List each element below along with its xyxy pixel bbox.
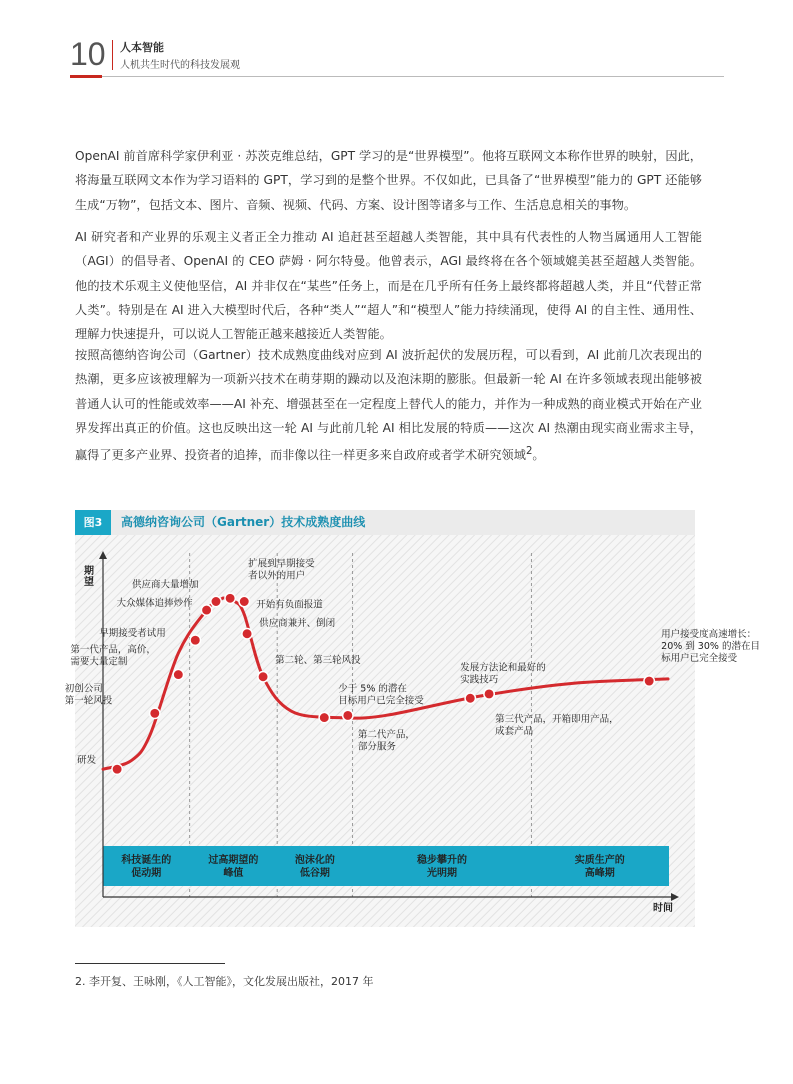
header-accent: [70, 75, 102, 78]
figure-tag: 图3: [75, 510, 111, 535]
phase-label-line: 泡沫化的: [294, 855, 335, 866]
milestone-point: [239, 596, 249, 606]
milestone-label: [275, 654, 361, 666]
milestone-label-line: 部分服务: [357, 741, 396, 753]
milestone-point: [190, 635, 200, 645]
page-header: [70, 36, 720, 76]
milestone-label-line: 开始有负面报道: [256, 599, 323, 611]
book-title: 人本智能: [120, 41, 164, 54]
phase-label-line: 科技诞生的: [121, 855, 172, 866]
milestone-point: [242, 629, 252, 639]
milestone-label: [117, 597, 194, 609]
milestone-label-line: 第一代产品，高价，: [70, 644, 156, 656]
paragraph-1: OpenAI 前首席科学家伊利亚 · 苏茨克维总结，GPT 学习的是“世界模型”。他将互联网文本称作世界的映射，因此，将海量互联网文本作为学习语料的 GPT，学习到的是整个世界。不仅如此，已具备了“世界模型”能力的 GPT 还能够生成“万物”，包括文本、图片、音频、视频、代码、方案、设计图等诸多与工作、生活息息相关的事物。: [75, 149, 702, 212]
milestone-point: [150, 708, 160, 718]
milestone-label: [77, 754, 97, 766]
milestone-label-line: 第三代产品，开箱即用产品，: [495, 713, 619, 725]
milestone-label-line: 实践技巧: [460, 674, 499, 686]
x-axis-label: 时间: [653, 903, 673, 914]
figure-title: 高德纳咨询公司（Gartner）技术成熟度曲线: [121, 515, 366, 529]
milestone-label-line: 20% 到 30% 的潜在目: [661, 641, 760, 653]
phase-label-line: 稳步攀升的: [417, 855, 467, 866]
milestone-label-line: 初创公司: [64, 683, 103, 695]
milestone-point: [225, 593, 235, 603]
milestone-label: [256, 599, 323, 611]
milestone-label-line: 第二轮、第三轮风投: [275, 654, 361, 666]
phase-label-line: 实质生产的: [574, 855, 625, 866]
milestone-point: [343, 710, 353, 720]
milestone-label-line: 第二代产品，: [357, 729, 415, 741]
footnote-rule: [75, 963, 225, 964]
milestone-label-line: 早期接受者试用: [99, 628, 166, 640]
milestone-point: [211, 596, 221, 606]
milestone-label-line: 扩展到早期接受: [248, 558, 315, 570]
page-number: 10: [70, 36, 106, 72]
milestone-point: [258, 672, 268, 682]
milestone-label-line: 供应商大量增加: [132, 579, 199, 591]
milestone-point: [644, 676, 654, 686]
paragraph-2: AI 研究者和产业界的乐观主义者正全力推动 AI 追赶甚至超越人类智能，其中具有代表性的人物当属通用人工智能（AGI）的倡导者、OpenAI 的 CEO 萨姆 · 阿尔特曼。他曾表示，AGI 最终将在各个领域媲美甚至超越人类智能。他的技术乐观主义使他坚信，AI 并非仅在“某些”任务上，而是在几乎所有任务上最终都将超越人类，并且“代替正常人类”。特别是在 AI 进入大模型时代后，各种“类人”“超人”和“模型人”能力持续涌现，使得 AI 的自主性、通用性、理解力快速提升，可以说人工智能正越来越接近人类智能。: [75, 230, 702, 342]
phase-label-line: 高峰期: [584, 868, 615, 879]
milestone-point: [173, 669, 183, 679]
milestone-label-line: 标用户已完全接受: [661, 653, 738, 665]
paragraph-3-text: 按照高德纳咨询公司（Gartner）技术成熟度曲线对应到 AI 波折起伏的发展历程，可以看到，AI 此前几次表现出的热潮，更多应该被理解为一项新兴技术在萌芽期的躁动以及泡沫期的膨胀。但最新一轮 AI 在许多领域表现出能够被普通人认可的性能或效率——AI 补充、增强甚至在一定程度上替代人的能力，并作为一种成熟的商业模式开始在产业界发挥出真正的价值。这也反映出这一轮 AI 与此前几轮 AI 相比发展的特质——这次 AI 热潮由现实商业需求主导，赢得了更多产业界、投资者的追捧，而非像以往一样更多来自政府或者学术研究领域: [75, 348, 702, 463]
milestone-point: [201, 605, 211, 615]
milestone-label-line: 供应商兼并、倒闭: [259, 617, 336, 629]
phase-label-line: 低谷期: [299, 868, 330, 879]
milestone-label-line: 发展方法论和最好的: [460, 662, 546, 674]
milestone-point: [484, 689, 494, 699]
hype-cycle-chart: [64, 535, 760, 927]
phase-label-line: 光明期: [427, 868, 457, 879]
milestone-label: [132, 579, 199, 591]
phase-label-line: 峰值: [223, 868, 244, 879]
footnote-ref: 2: [525, 446, 533, 458]
milestone-label-line: 少于 5% 的潜在: [338, 683, 407, 695]
milestone-label-line: 者以外的用户: [248, 570, 306, 582]
milestone-label: [99, 627, 166, 639]
milestone-point: [319, 712, 329, 722]
milestone-label-line: 大众媒体追捧炒作: [116, 598, 193, 610]
milestone-label-line: 目标用户已完全接受: [338, 695, 424, 707]
milestone-label-line: 需要大量定制: [70, 656, 128, 668]
milestone-label-line: 成套产品: [495, 725, 534, 737]
milestone-label-line: 用户接受度高速增长：: [661, 629, 757, 641]
book-subtitle: 人机共生时代的科技发展观: [120, 60, 240, 71]
paragraph-3: 按照高德纳咨询公司（Gartner）技术成熟度曲线对应到 AI 波折起伏的发展历程，可以看到，AI 此前几次表现出的热潮，更多应该被理解为一项新兴技术在萌芽期的躁动以及泡沫期的膨胀。但最新一轮 AI 在许多领域表现出能够被普通人认可的性能或效率——AI 补充、增强甚至在一定程度上替代人的能力，并作为一种成熟的商业模式开始在产业界发挥出真正的价值。这也反映出这一轮 AI 与此前几轮 AI 相比发展的特质——这次 AI 热潮由现实商业需求主导，赢得了更多产业界、投资者的追捧，而非像以往一样更多来自政府或者学术研究领域$^2$。: [75, 348, 702, 463]
milestone-label: [259, 617, 335, 629]
footnote: 2. 李开复、王咏刚，《人工智能》，文化发展出版社，2017 年: [75, 975, 374, 988]
milestone-point: [112, 764, 122, 774]
hype-cycle-svg: [64, 535, 760, 927]
milestone-point: [465, 693, 475, 703]
milestone-label-line: 第一轮风投: [64, 695, 113, 707]
phase-label-line: 促动期: [131, 868, 162, 879]
milestone-label: [661, 628, 760, 664]
header-rule: [70, 76, 724, 77]
phase-label-line: 过高期望的: [208, 855, 259, 866]
phase-band: [103, 846, 669, 886]
y-axis-label: 期望: [81, 565, 93, 587]
figure-title-bar: [75, 510, 695, 535]
milestone-label-line: 研发: [77, 755, 97, 767]
milestone-label: [248, 557, 315, 581]
header-divider: [112, 40, 113, 70]
